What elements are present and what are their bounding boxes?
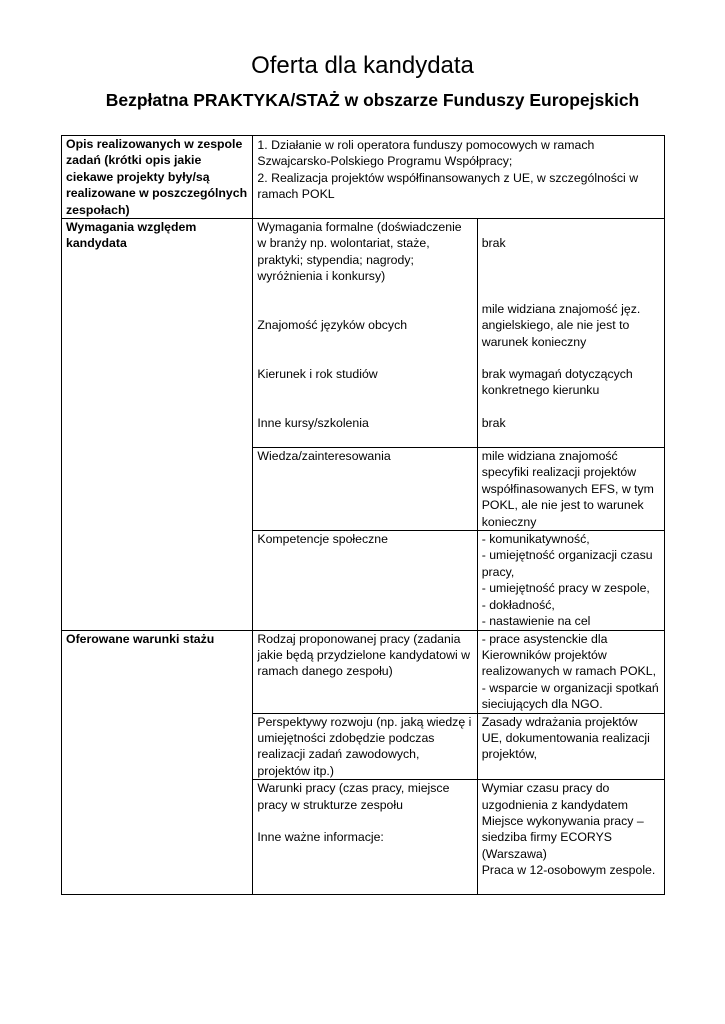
- work-type-value-cell: [477, 630, 664, 713]
- competences-value-cell: [477, 531, 664, 630]
- requirement-formal-value: brak: [481, 236, 506, 251]
- work-type-name: Rodzaj proponowanej pracy (zadania jakie będą przydzielone kandydatowi w ramach danego zespołu): [257, 631, 470, 679]
- other-info-name: Inne ważne informacje:: [257, 830, 384, 845]
- work-type-value: - prace asystenckie dla Kierowników projektów realizowanych w ramach POKL, - wsparcie w organizacji spotkań sieciujących dla NGO.: [481, 631, 659, 712]
- knowledge-value-cell: [477, 448, 664, 531]
- development-value: Zasady wdrażania projektów UE, dokumentowania realizacji projektów,: [481, 714, 650, 762]
- offer-table: [61, 135, 665, 895]
- knowledge-value: mile widziana znajomość specyfiki realizacji projektów współfinasowanych EFS, w tym POKL, ale nie jest to warunek konieczny: [481, 449, 654, 529]
- development-name-cell: [253, 713, 477, 780]
- document-title: Oferta dla kandydata: [251, 52, 474, 79]
- requirements-label: Wymagania względem kandydata: [66, 220, 197, 251]
- requirement-courses-name: Inne kursy/szkolenia: [257, 416, 369, 431]
- requirement-courses-value: brak: [481, 416, 506, 431]
- projects-label-cell: [62, 136, 253, 219]
- table-row-requirements: [62, 219, 665, 448]
- work-conditions-extra: Praca w 12-osobowym zespole.: [481, 863, 656, 878]
- work-conditions-value: Wymiar czasu pracy do uzgodnienia z kandydatem Miejsce wykonywania pracy – siedziba firmy ECORYS (Warszawa): [481, 781, 644, 861]
- requirement-studies-name: Kierunek i rok studiów: [257, 367, 378, 382]
- requirements-label-cell: [62, 219, 253, 630]
- projects-description-cell: [253, 136, 665, 219]
- requirement-languages-value: mile widziana znajomość jęz. angielskiego, ale nie jest to warunek konieczny: [481, 302, 641, 349]
- competences-name-cell: [253, 531, 477, 630]
- table-row-work-type: [62, 630, 665, 713]
- development-value-cell: [477, 713, 664, 780]
- document-subtitle: Bezpłatna PRAKTYKA/STAŻ w obszarze Funduszy Europejskich: [105, 90, 640, 110]
- conditions-label-cell: [62, 630, 253, 895]
- knowledge-name-cell: [253, 448, 477, 531]
- conditions-label: Oferowane warunki stażu: [66, 631, 215, 646]
- competences-value: - komunikatywność, - umiejętność organizacji czasu pracy, - umiejętność pracy w zespole, - dokładność, - nastawienie na cel: [481, 532, 653, 629]
- projects-description: 1. Działanie w roli operatora funduszy pomocowych w ramach Szwajcarsko-Polskiego Programu Współpracy; 2. Realizacja projektów współfinansowanych z UE, w szczególności w ramach POKL: [257, 138, 639, 202]
- requirement-formal-name: Wymagania formalne (doświadczenie w branży np. wolontariat, staże, praktyki; stypendia; nagrody; wyróżnienia i konkursy): [257, 220, 462, 284]
- knowledge-name: Wiedza/zainteresowania: [257, 449, 391, 464]
- work-conditions-name-cell: [253, 780, 477, 895]
- work-conditions-value-cell: [477, 780, 664, 895]
- competences-name: Kompetencje społeczne: [257, 532, 388, 547]
- work-type-name-cell: [253, 630, 477, 713]
- projects-label: Opis realizowanych w zespole zadań (krótki opis jakie ciekawe projekty były/są realizowane w poszczególnych zespołach): [66, 137, 248, 217]
- table-row-projects: [62, 136, 665, 219]
- work-conditions-name: Warunki pracy (czas pracy, miejsce pracy w strukturze zespołu: [257, 781, 450, 812]
- requirements-values-cell: [477, 219, 664, 448]
- requirements-names-cell: [253, 219, 477, 448]
- requirement-studies-value: brak wymagań dotyczących konkretnego kierunku: [481, 367, 633, 398]
- development-name: Perspektywy rozwoju (np. jaką wiedzę i umiejętności zdobędzie podczas realizacji zadań zawodowych, projektów itp.): [257, 714, 472, 778]
- requirement-languages-name: Znajomość języków obcych: [257, 318, 408, 333]
